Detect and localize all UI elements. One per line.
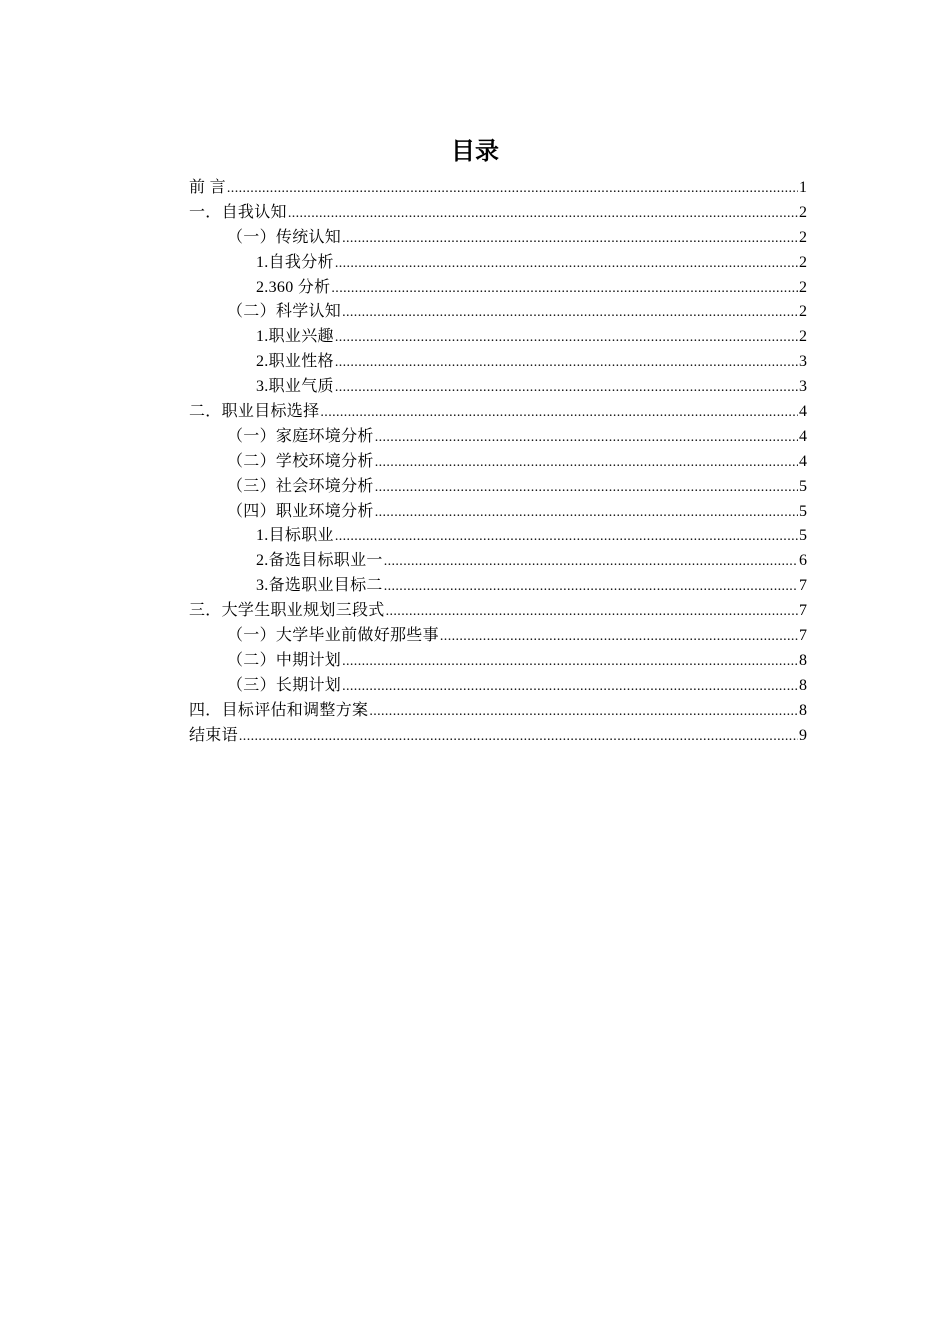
toc-entry[interactable]: [189, 375, 807, 400]
toc-dot-leader: [386, 600, 798, 625]
toc-dot-leader: [342, 227, 798, 252]
toc-entry[interactable]: [189, 599, 807, 624]
toc-dot-leader: [335, 376, 798, 401]
toc-page-number: 7: [799, 627, 807, 645]
toc-page-number: 4: [799, 452, 807, 470]
toc-page-number: 5: [799, 477, 807, 495]
toc-dot-leader: [227, 177, 798, 202]
toc-entry[interactable]: [189, 300, 807, 325]
toc-page-number: 2: [799, 328, 807, 346]
toc-dot-leader: [288, 202, 798, 227]
toc-dot-leader: [369, 700, 798, 725]
toc-dot-leader: [320, 401, 798, 426]
toc-entry-title: 1.自我分析: [256, 253, 334, 271]
toc-dot-leader: [440, 625, 798, 650]
toc-page-number: 9: [799, 726, 807, 744]
toc-page-number: 8: [799, 651, 807, 669]
toc-page-number: 2: [799, 228, 807, 246]
toc-entry[interactable]: [189, 276, 807, 301]
toc-entry[interactable]: [189, 699, 807, 724]
toc-entry-title: 前 言: [189, 179, 226, 196]
toc-page-number: 5: [799, 502, 807, 520]
toc-dot-leader: [239, 725, 798, 750]
toc-entry[interactable]: [189, 450, 807, 475]
table-of-contents: [189, 176, 807, 748]
toc-entry[interactable]: [189, 325, 807, 350]
toc-entry-title: 结束语: [189, 726, 238, 744]
toc-dot-leader: [342, 301, 798, 326]
toc-page-number: 7: [799, 602, 807, 620]
toc-entry[interactable]: [189, 400, 807, 425]
toc-entry-title: 2.360 分析: [256, 278, 331, 296]
toc-entry-title: （三）社会环境分析: [227, 477, 374, 495]
toc-entry[interactable]: [189, 251, 807, 276]
toc-page-number: 2: [799, 203, 807, 221]
toc-dot-leader: [335, 252, 798, 277]
toc-entry-title: （三）长期计划: [227, 676, 342, 694]
toc-entry-title: （一）传统认知: [227, 228, 342, 246]
toc-page-number: 2: [799, 303, 807, 321]
toc-entry-title: （二）学校环境分析: [227, 452, 374, 470]
toc-entry[interactable]: [189, 425, 807, 450]
toc-entry[interactable]: [189, 649, 807, 674]
toc-dot-leader: [335, 326, 798, 351]
toc-entry[interactable]: [189, 475, 807, 500]
toc-entry-title: 一．自我认知: [189, 203, 287, 221]
toc-entry-title: （一）家庭环境分析: [227, 427, 374, 445]
toc-entry-title: 1.目标职业: [256, 527, 334, 545]
toc-entry-title: 四．目标评估和调整方案: [189, 701, 369, 719]
toc-dot-leader: [375, 476, 798, 501]
toc-entry-title: 3.职业气质: [256, 378, 334, 396]
toc-dot-leader: [342, 675, 798, 700]
toc-page-number: 4: [799, 403, 807, 421]
toc-dot-leader: [331, 277, 798, 302]
toc-page-number: 1: [799, 179, 807, 196]
toc-page-number: 8: [799, 676, 807, 694]
toc-dot-leader: [384, 550, 798, 575]
toc-entry[interactable]: [189, 624, 807, 649]
toc-entry-title: 3.备选职业目标二: [256, 577, 383, 595]
toc-entry[interactable]: [189, 350, 807, 375]
toc-page-number: 6: [799, 552, 807, 570]
toc-entry[interactable]: [189, 574, 807, 599]
toc-entry[interactable]: [189, 226, 807, 251]
toc-dot-leader: [335, 525, 798, 550]
toc-entry[interactable]: [189, 549, 807, 574]
toc-entry-title: （二）科学认知: [227, 303, 342, 321]
toc-dot-leader: [335, 351, 798, 376]
toc-entry-title: （二）中期计划: [227, 651, 342, 669]
toc-entry-title: 三．大学生职业规划三段式: [189, 602, 385, 620]
toc-page-number: 3: [799, 378, 807, 396]
toc-page-number: 8: [799, 701, 807, 719]
toc-page-number: 7: [799, 577, 807, 595]
toc-entry-title: （四）职业环境分析: [227, 502, 374, 520]
toc-entry[interactable]: [189, 201, 807, 226]
toc-entry[interactable]: [189, 724, 807, 749]
toc-dot-leader: [375, 451, 798, 476]
toc-page-number: 5: [799, 527, 807, 545]
toc-entry-title: 2.备选目标职业一: [256, 552, 383, 570]
toc-dot-leader: [375, 426, 798, 451]
page-title: 目录: [451, 137, 499, 165]
toc-entry[interactable]: [189, 500, 807, 525]
toc-page-number: 2: [799, 278, 807, 296]
toc-page-number: 4: [799, 427, 807, 445]
toc-dot-leader: [342, 650, 798, 675]
toc-dot-leader: [384, 575, 798, 600]
toc-entry[interactable]: [189, 524, 807, 549]
toc-page-number: 3: [799, 353, 807, 371]
toc-entry[interactable]: [189, 674, 807, 699]
toc-entry-title: 二．职业目标选择: [189, 403, 320, 421]
toc-entry-title: 2.职业性格: [256, 353, 334, 371]
toc-dot-leader: [375, 501, 798, 526]
toc-entry-title: 1.职业兴趣: [256, 328, 334, 346]
toc-entry-title: （一）大学毕业前做好那些事: [227, 627, 439, 645]
toc-entry[interactable]: [189, 176, 807, 201]
toc-page-number: 2: [799, 253, 807, 271]
